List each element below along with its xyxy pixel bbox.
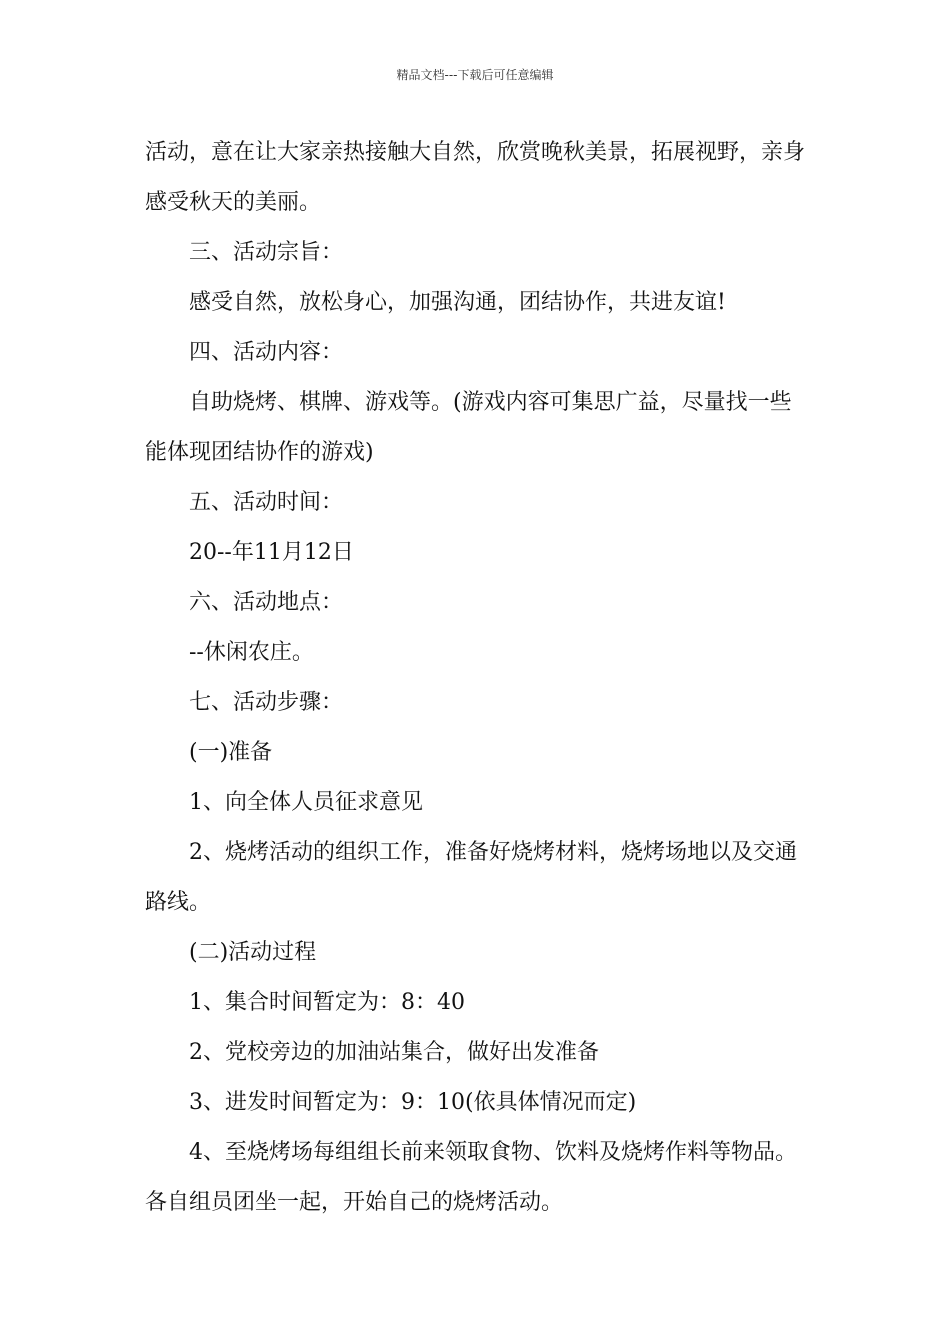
heading-activity-location: 六、活动地点： bbox=[189, 590, 344, 615]
paragraph-activity-time: 20--年11月12日 bbox=[189, 540, 354, 565]
paragraph-activity-content: 自助烧烤、棋牌、游戏等。(游戏内容可集思广益，尽量找一些能体现团结协作的游戏) bbox=[145, 390, 792, 465]
paragraph-activity-location: --休闲农庄。 bbox=[189, 640, 314, 665]
heading-activity-steps: 七、活动步骤： bbox=[189, 690, 344, 715]
list-item-process-4: 4、至烧烤场每组组长前来领取食物、饮料及烧烤作料等物品。各自组员团坐一起，开始自己的烧烤活动。 bbox=[145, 1140, 797, 1215]
list-item-process-2: 2、党校旁边的加油站集合，做好出发准备 bbox=[189, 1040, 599, 1065]
list-item-prep-2: 2、烧烤活动的组织工作，准备好烧烤材料，烧烤场地以及交通路线。 bbox=[145, 840, 797, 915]
heading-activity-time: 五、活动时间： bbox=[189, 490, 344, 515]
list-item-prep-1: 1、向全体人员征求意见 bbox=[189, 790, 423, 815]
subheading-preparation: (一)准备 bbox=[189, 740, 273, 765]
paragraph-activity-purpose: 感受自然，放松身心，加强沟通，团结协作，共进友谊! bbox=[189, 290, 726, 315]
list-item-process-3: 3、进发时间暂定为：9：10(依具体情况而定) bbox=[189, 1090, 637, 1115]
subheading-process: (二)活动过程 bbox=[189, 940, 317, 965]
paragraph-intro-continued: 活动，意在让大家亲热接触大自然，欣赏晚秋美景，拓展视野，亲身感受秋天的美丽。 bbox=[145, 140, 806, 215]
heading-activity-purpose: 三、活动宗旨： bbox=[189, 240, 344, 265]
document-body bbox=[145, 128, 810, 1228]
page-header: 精品文档---下载后可任意编辑 bbox=[396, 68, 554, 82]
list-item-process-1: 1、集合时间暂定为：8：40 bbox=[189, 990, 465, 1015]
heading-activity-content: 四、活动内容： bbox=[189, 340, 344, 365]
